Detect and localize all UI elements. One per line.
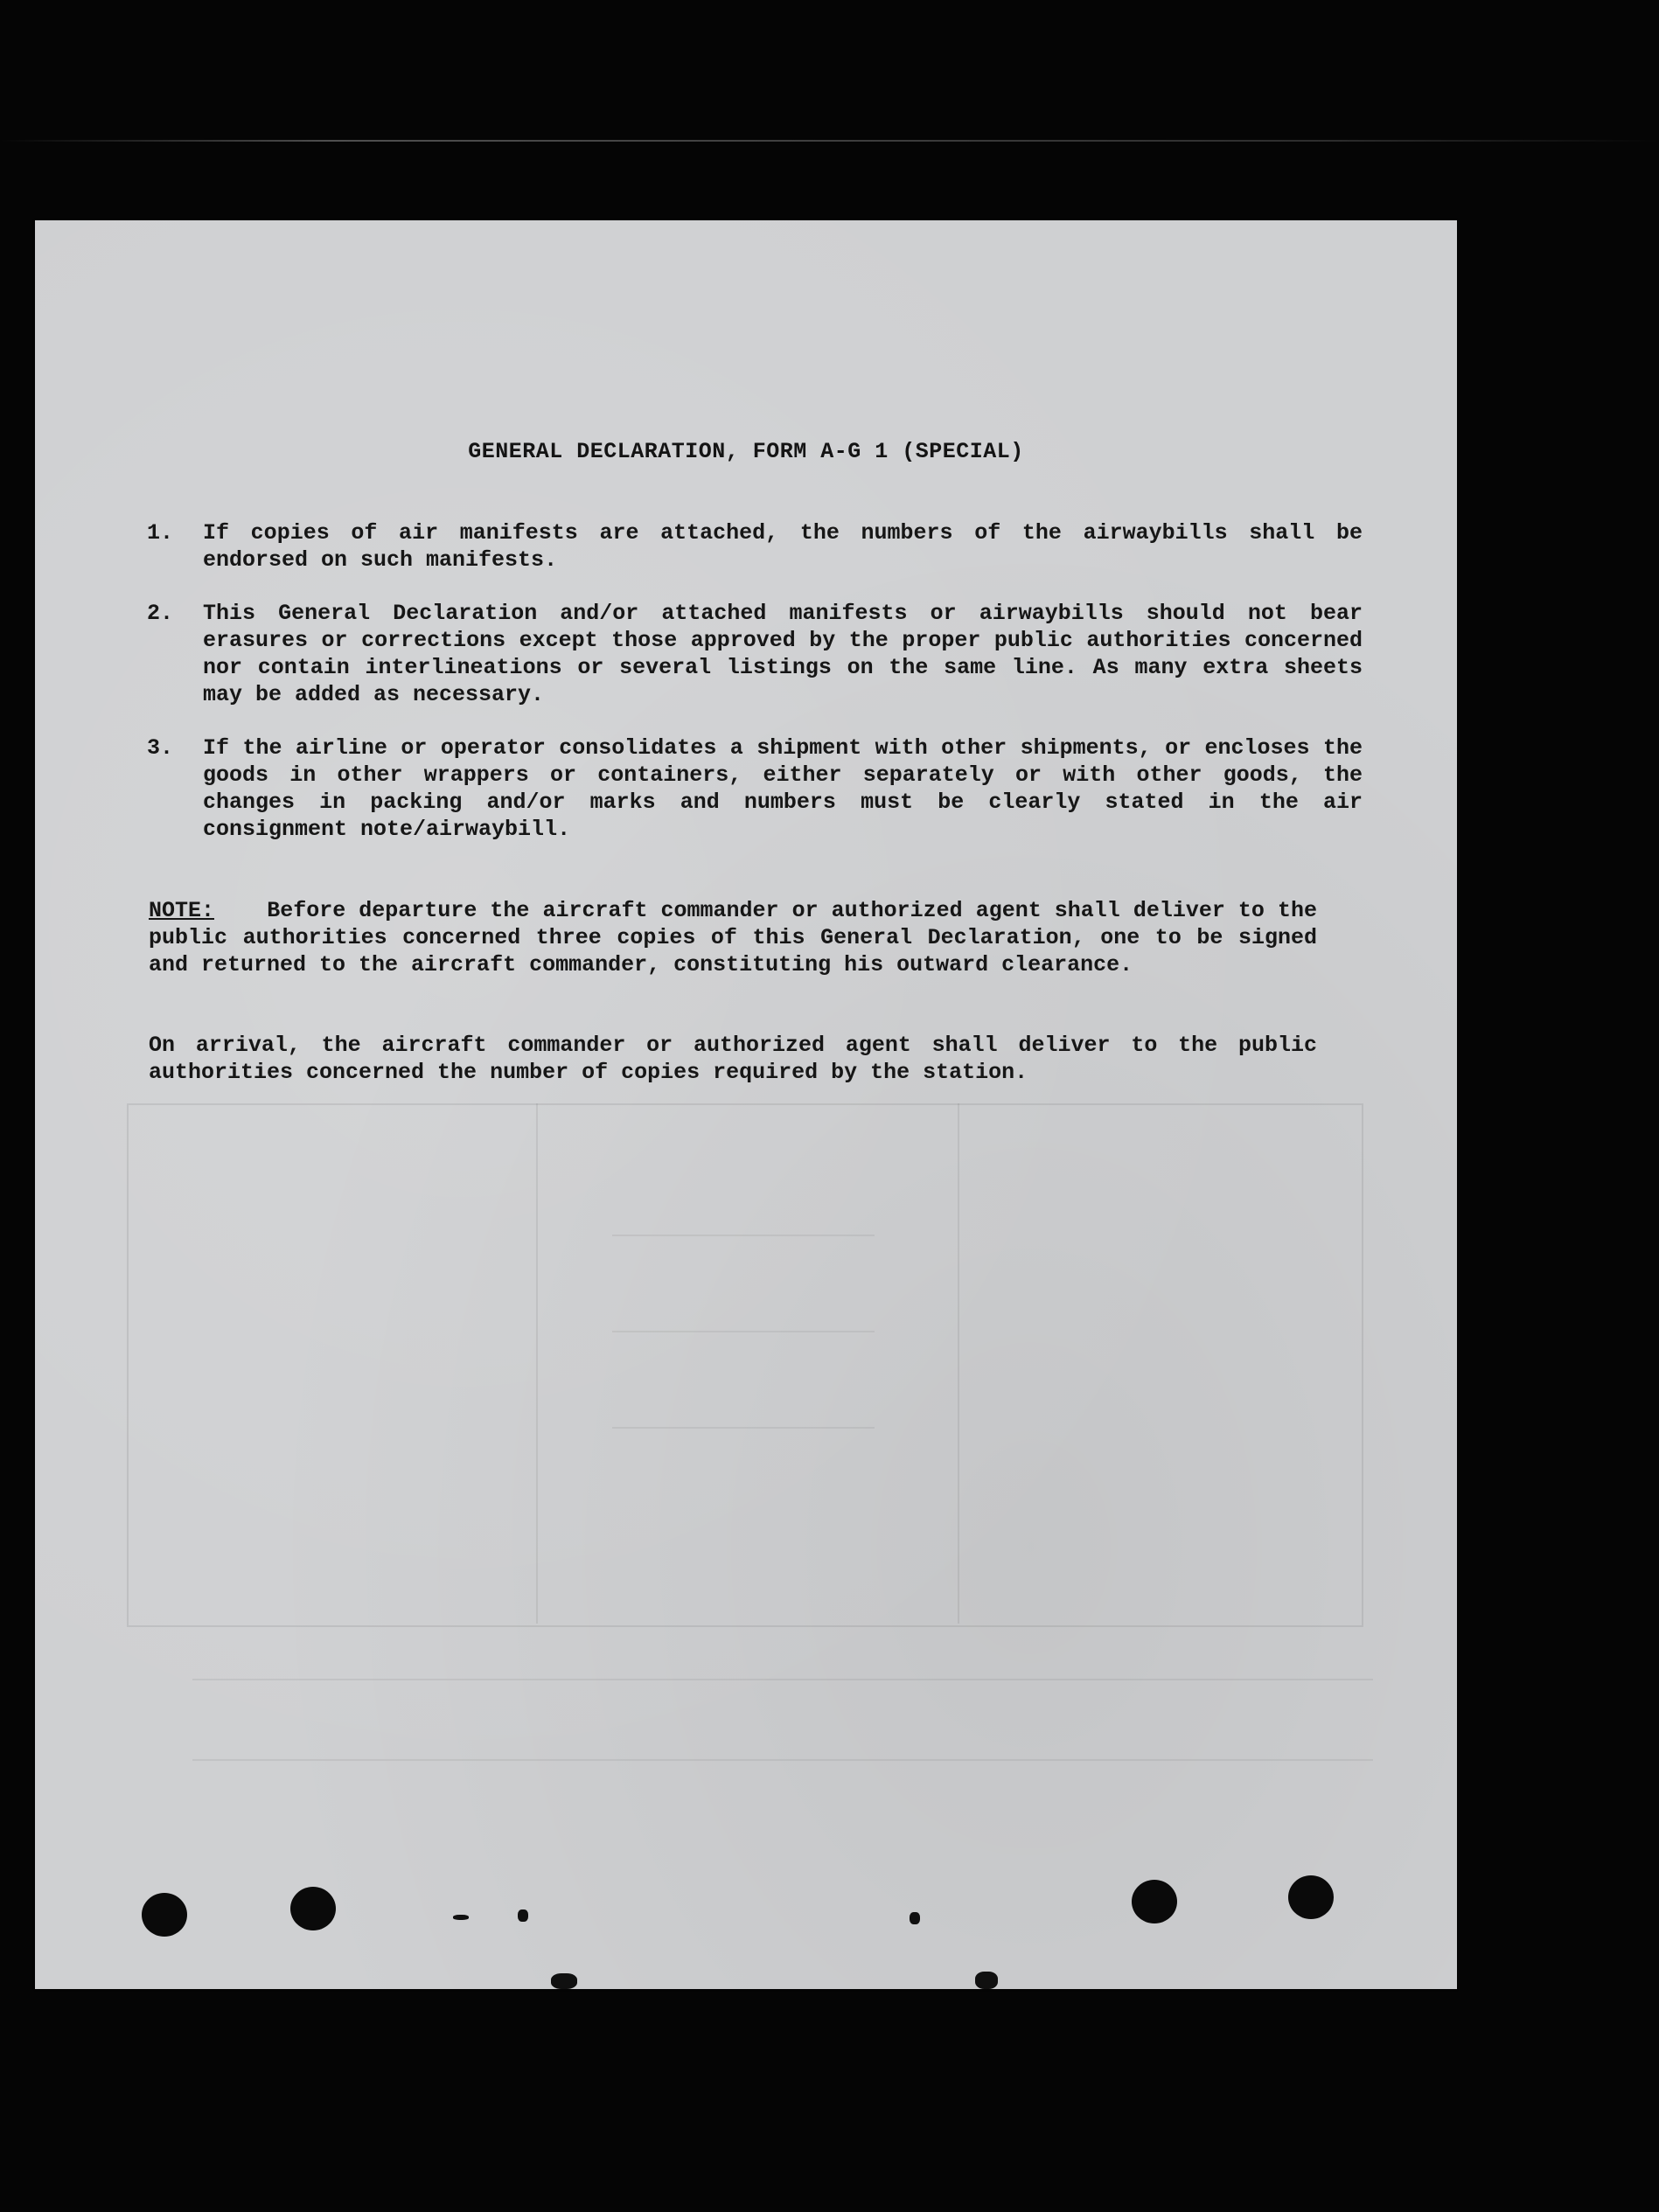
punch-hole (1132, 1880, 1177, 1923)
instruction-item-3 (147, 734, 1363, 843)
item-number: 1. (147, 520, 174, 546)
note-paragraph (149, 897, 1317, 978)
arrival-paragraph: On arrival, the aircraft commander or authorized agent shall deliver to the public authorities concerned the number of copies required by the station. (149, 1033, 1317, 1085)
instruction-item-2 (147, 600, 1363, 708)
bleed-through-rule (612, 1427, 875, 1429)
item-number: 3. (147, 735, 174, 761)
bleed-through-divider (536, 1103, 538, 1624)
note-label: NOTE: (149, 898, 215, 923)
item-text: If copies of air manifests are attached, the numbers of the airwaybills shall be endorsed on such manifests. (203, 520, 1363, 573)
document-page (35, 220, 1457, 1989)
item-text: If the airline or operator consolidates a shipment with other shipments, or encloses the goods in other wrappers or containers, either separately or with other goods, the changes in packing and/or marks and numbers must be clearly stated in the air consignment note/airwaybill. (203, 735, 1363, 842)
scan-edge-line (0, 140, 1659, 142)
speck-mark (975, 1972, 998, 1989)
speck-mark (453, 1915, 469, 1920)
item-number: 2. (147, 601, 174, 626)
item-text: This General Declaration and/or attached manifests or airwaybills should not bear erasures or corrections except those approved by the proper public authorities concerned nor contain interlineations or several listings on the same line. As many extra sheets may be added as necessary. (203, 601, 1363, 707)
punch-hole (1288, 1875, 1334, 1919)
note-text: Before departure the aircraft commander or authorized agent shall deliver to the public authorities concerned three copies of this General Declaration, one to be signed and returned to the aircraft commander, constituting his outward clearance. (149, 898, 1317, 977)
punch-hole (290, 1887, 336, 1930)
bleed-through-divider (958, 1103, 959, 1624)
bleed-through-rule (612, 1235, 875, 1236)
speck-mark (518, 1909, 528, 1922)
punch-hole (142, 1893, 187, 1937)
instruction-item-1 (147, 519, 1363, 574)
speck-mark (551, 1973, 577, 1989)
document-title: GENERAL DECLARATION, FORM A-G 1 (SPECIAL) (468, 439, 1024, 464)
bleed-through-rule (192, 1759, 1373, 1761)
speck-mark (910, 1912, 920, 1924)
bleed-through-rule (192, 1679, 1373, 1680)
bleed-through-frame (127, 1103, 1363, 1627)
bleed-through-rule (612, 1331, 875, 1332)
